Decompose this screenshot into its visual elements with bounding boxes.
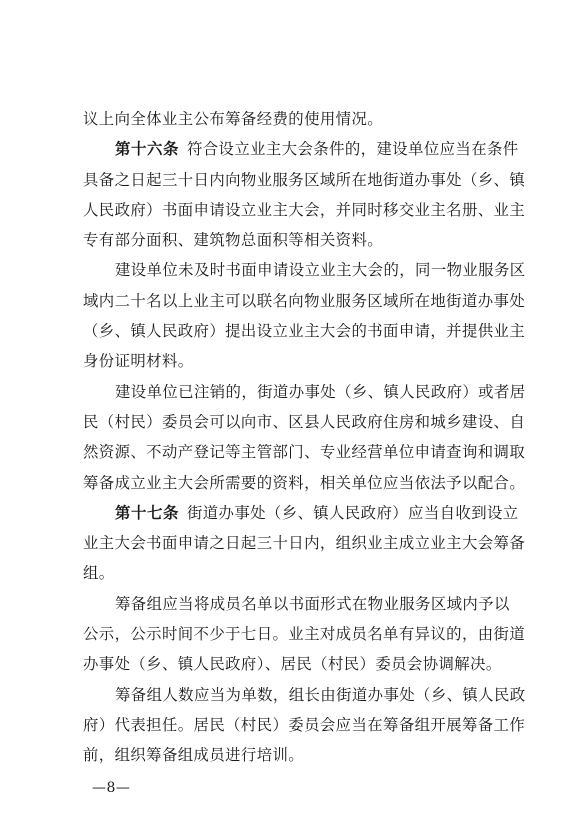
text-line: 筹备成立业主大会所需要的资料，相关单位应当依法予以配合。	[83, 473, 526, 492]
text-line: 建设单位未及时书面申请设立业主大会的，同一物业服务区	[115, 261, 526, 280]
text-line: 专有部分面积、建筑物总面积等相关资料。	[83, 231, 384, 250]
text-line: 前，组织筹备组成员进行培训。	[83, 746, 305, 765]
text-line: 筹备组人数应当为单数，组长由街道办事处（乡、镇人民政	[115, 685, 526, 704]
text-line: 筹备组应当将成员名单以书面形式在物业服务区域内予以	[115, 594, 510, 613]
text-line: 具备之日起三十日内向物业服务区域所在地街道办事处（乡、镇	[83, 170, 526, 189]
text-line: 街道办事处（乡、镇人民政府）应当自收到设立	[186, 503, 519, 522]
text-line: 民（村民）委员会可以向市、区县人民政府住房和城乡建设、自	[83, 412, 526, 431]
text-line: 组。	[83, 564, 115, 583]
text-line: 人民政府）书面申请设立业主大会，并同时移交业主名册、业主	[83, 200, 526, 219]
text-line: 议上向全体业主公布筹备经费的使用情况。	[83, 110, 384, 128]
text-line: 业主大会书面申请之日起三十日内，组织业主成立业主大会筹备	[83, 534, 526, 553]
text-line: 然资源、不动产登记等主管部门、专业经营单位申请查询和调取	[83, 443, 526, 462]
article-17-first-line	[83, 498, 519, 528]
page-number: —8—	[92, 780, 131, 796]
document-body	[83, 104, 526, 771]
text-line: 公示，公示时间不少于七日。业主对成员名单有异议的，由街道	[83, 625, 526, 644]
text-line: 域内二十名以上业主可以联名向物业服务区域所在地街道办事处	[83, 291, 526, 310]
text-line: 办事处（乡、镇人民政府）、居民（村民）委员会协调解决。	[83, 655, 502, 674]
text-line: 建设单位已注销的，街道办事处（乡、镇人民政府）或者居	[115, 382, 526, 401]
text-line: 府）代表担任。居民（村民）委员会应当在筹备组开展筹备工作	[83, 715, 526, 734]
text-line: （乡、镇人民政府）提出设立业主大会的书面申请，并提供业主	[83, 322, 526, 341]
article-17-heading: 第十七条	[115, 503, 179, 522]
article-16-heading: 第十六条	[115, 140, 179, 159]
text-line: 身份证明材料。	[83, 352, 194, 371]
text-line: 符合设立业主大会条件的，建设单位应当在条件	[186, 140, 519, 159]
article-16-first-line	[83, 134, 519, 164]
